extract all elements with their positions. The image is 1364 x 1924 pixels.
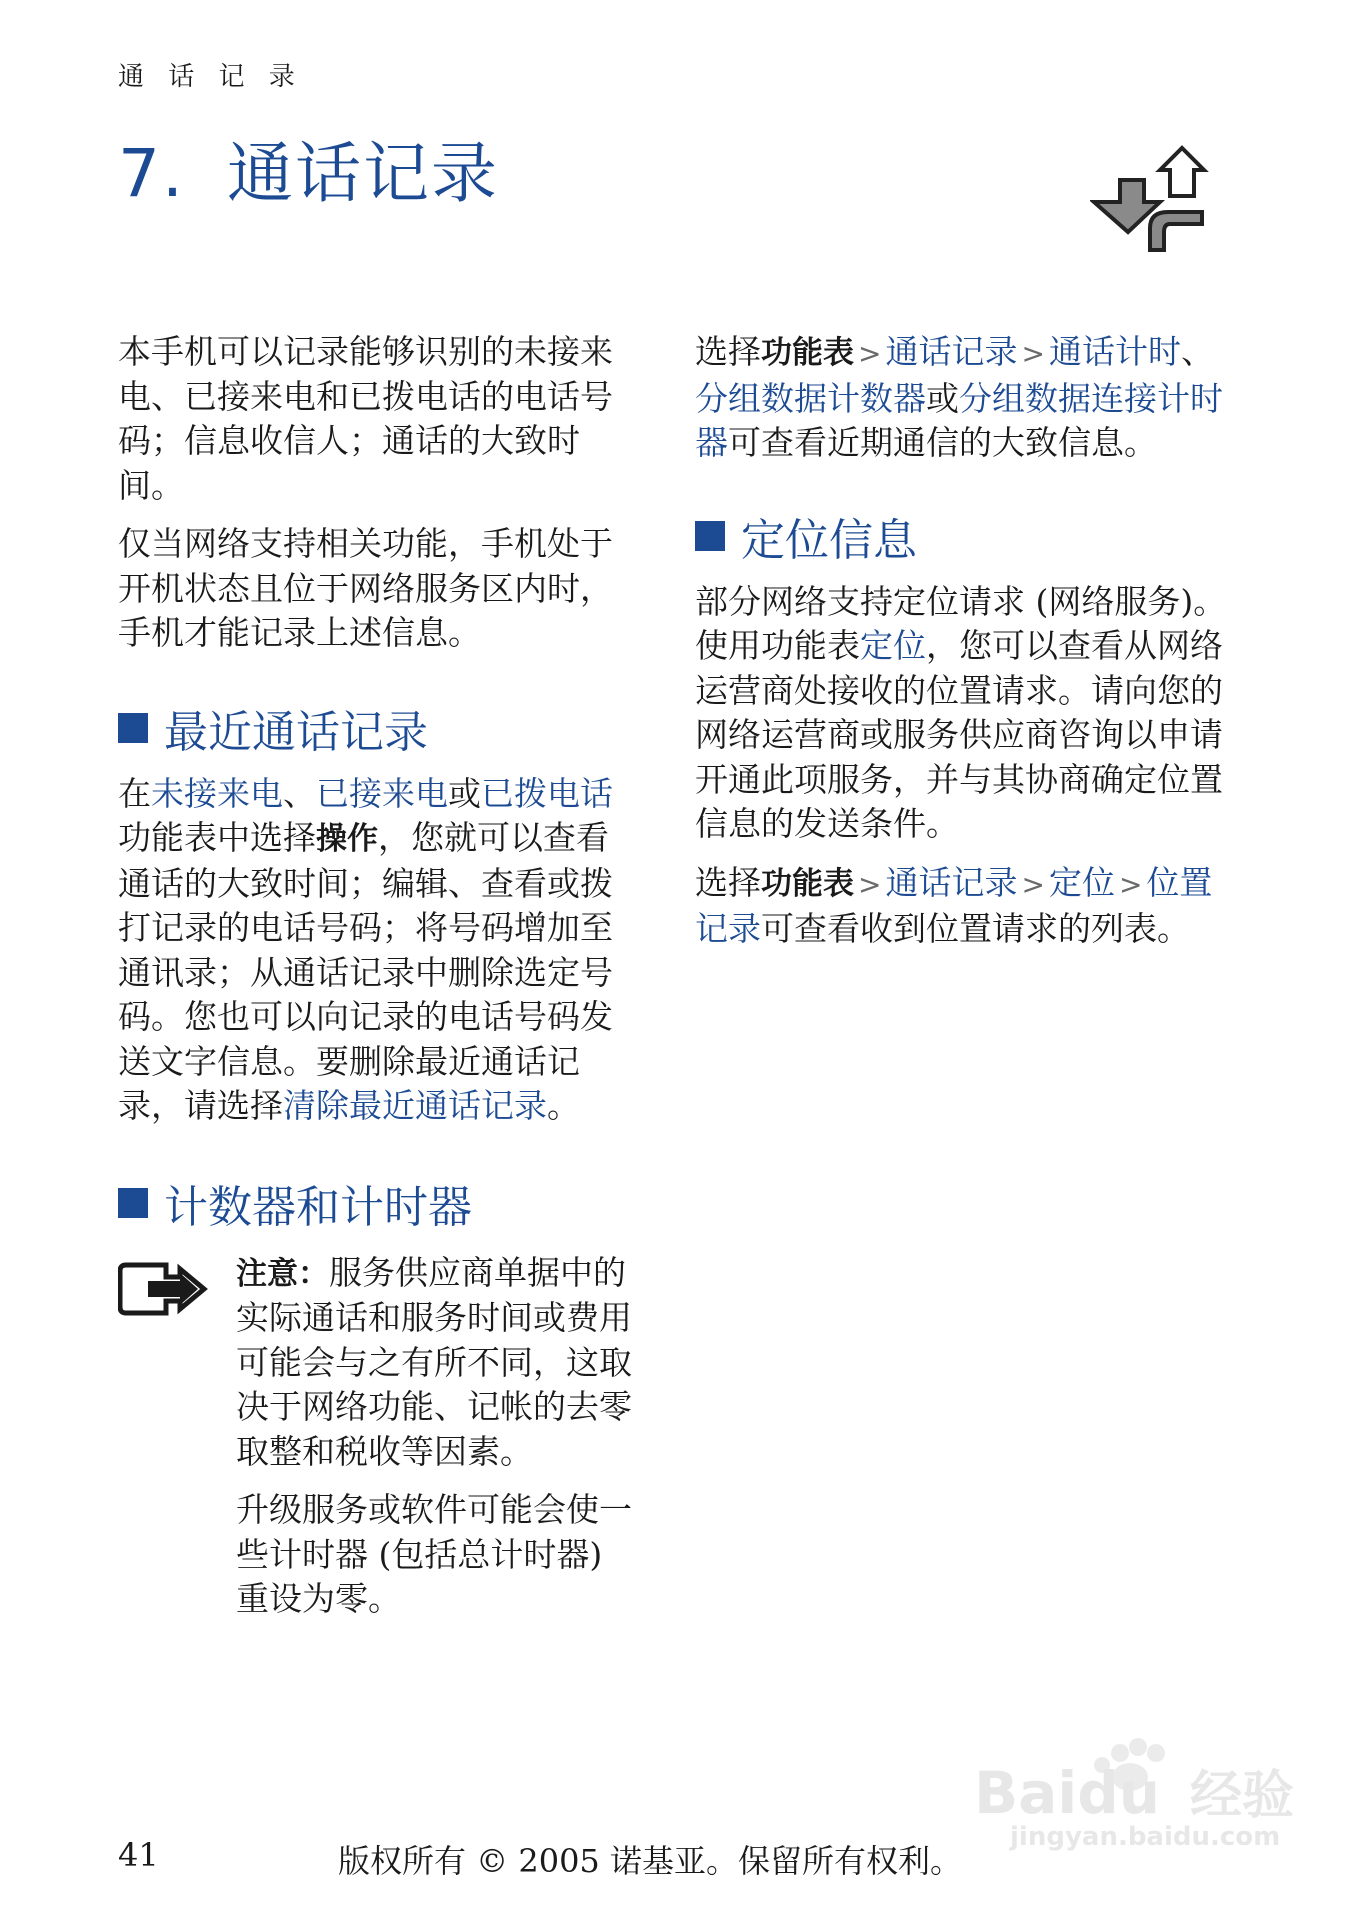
menu-separator: > (1021, 337, 1045, 370)
menu-separator: > (1118, 867, 1143, 901)
text: 部分网络支持定位请求 (网络服务)。使用功能表 (695, 581, 1227, 665)
baidu-watermark (970, 1735, 1300, 1855)
chapter-number: 7. (118, 135, 185, 212)
intro-paragraph: 本手机可以记录能够识别的未接来电、已接来电和已拨电话的电话号码；信息收信人；通话的大致时间。 (118, 332, 613, 505)
heading-recent-calls (118, 698, 638, 758)
running-header: 通 话 记 录 (118, 62, 303, 92)
left-column (118, 330, 638, 1636)
keyword-menu: 功能表 (761, 865, 854, 902)
copyright: 版权所有 © 2005 诺基亚。保留所有权利。 (338, 1842, 962, 1880)
text: 可查看收到位置请求的列表。 (761, 909, 1190, 948)
text: 选择 (695, 862, 761, 902)
text: 功能表中选择 (118, 818, 316, 857)
menu-link-position-log: 位置记录 (695, 862, 1213, 948)
note-paragraph (236, 1251, 638, 1475)
note-hand-icon (118, 1259, 208, 1319)
text: 在 (118, 773, 151, 813)
menu-separator: > (1021, 867, 1045, 901)
heading-positioning-text: 定位信息 (741, 514, 917, 566)
note-label: 注意： (236, 1255, 329, 1292)
heading-positioning (695, 506, 1235, 566)
watermark-cn: 经验 (1190, 1766, 1295, 1826)
menu-link-positioning: 定位 (1048, 862, 1115, 902)
call-log-arrows-icon (1090, 140, 1220, 265)
menu-link-log: 通话记录 (885, 862, 1018, 902)
heading-recent-calls-text: 最近通话记录 (164, 706, 428, 758)
page-number: 41 (118, 1836, 159, 1874)
menu-separator: > (858, 337, 882, 370)
recent-calls-paragraph (118, 772, 638, 1129)
call-timers-paragraph (695, 330, 1235, 466)
text: 或 (926, 378, 959, 418)
note-paragraph-2: 升级服务或软件可能会使一些计时器 (包括总计时器) 重设为零。 (236, 1490, 632, 1618)
menu-link-clear-recent: 清除最近通话记录 (283, 1086, 547, 1125)
chapter-title (118, 120, 499, 215)
text: 。 (547, 1086, 580, 1125)
menu-link-positioning: 定位 (860, 626, 926, 665)
menu-link-gprs-counter: 分组数据计数器 (695, 378, 926, 418)
heading-counters-timers-text: 计数器和计时器 (164, 1181, 472, 1233)
heading-counters-timers (118, 1173, 638, 1233)
text: 选择 (695, 332, 761, 371)
heading-square-icon (118, 1188, 148, 1218)
keyword-options: 操作 (316, 821, 378, 857)
text: 、 (283, 773, 316, 813)
note-block (118, 1251, 638, 1622)
menu-link-log: 通话记录 (885, 332, 1018, 371)
menu-separator: > (858, 867, 882, 901)
note-text: 服务供应商单据中的实际通话和服务时间或费用可能会与之有所不同，这取决于网络功能、记帐的去零取整和税收等因素。 (236, 1252, 632, 1471)
menu-link-call-duration: 通话计时 (1048, 332, 1181, 371)
text: 可查看近期通信的大致信息。 (728, 423, 1157, 462)
menu-link-received-calls: 已接来电 (316, 773, 448, 813)
chapter-title-text: 通话记录 (226, 135, 499, 212)
intro-paragraph-2: 仅当网络支持相关功能，手机处于开机状态且位于网络服务区内时，手机才能记录上述信息。 (118, 524, 613, 652)
position-log-paragraph (695, 861, 1235, 952)
keyword-menu: 功能表 (761, 335, 854, 371)
text: ，您可以查看从网络运营商处接收的位置请求。请向您的网络运营商或服务供应商咨询以申请开通此项服务，并与其协商确定位置信息的发送条件。 (695, 626, 1223, 843)
menu-link-dialled-numbers: 已拨电话 (481, 773, 613, 813)
heading-square-icon (118, 713, 148, 743)
heading-square-icon (695, 521, 725, 551)
menu-link-gprs-timer: 分组数据连接计时器 (695, 378, 1223, 462)
menu-link-missed-calls: 未接来电 (151, 773, 283, 813)
watermark-url: jingyan.baidu.com (1010, 1822, 1281, 1852)
positioning-paragraph (695, 580, 1235, 847)
text: 、 (1180, 332, 1214, 371)
text: ，您就可以查看通话的大致时间；编辑、查看或拨打记录的电话号码；将号码增加至通讯录；从通话记录中删除选定号码。您也可以向记录的电话号码发送文字信息。要删除最近通话记录，请选择 (118, 818, 613, 1125)
text: 或 (448, 773, 481, 813)
right-column (695, 330, 1235, 966)
watermark-brand: Baidu (974, 1759, 1161, 1827)
